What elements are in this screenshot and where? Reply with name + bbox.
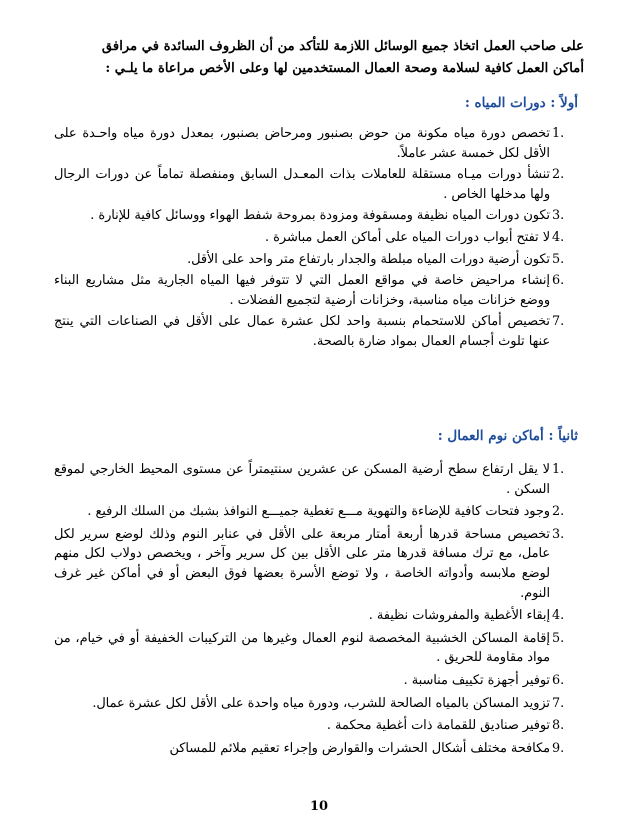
item-text: توفير صناديق للقمامة ذات أغطية محكمة . xyxy=(326,718,550,734)
list-item xyxy=(54,671,584,691)
item-number: 6. xyxy=(552,672,565,688)
list-item xyxy=(54,228,584,248)
list-item xyxy=(54,312,584,351)
item-number: 9. xyxy=(552,740,565,756)
list-item xyxy=(54,124,584,163)
item-number: 5. xyxy=(552,630,565,646)
list-item xyxy=(54,460,584,499)
item-number: 4. xyxy=(552,229,565,245)
intro-line: على صاحب العمل اتخاذ جميع الوسائل اللازمة للتأكد من أن الظروف السائدة في مرافق xyxy=(101,39,584,54)
section-heading-sleeping-quarters: ثانياً : أماكن نوم العمال : xyxy=(437,428,578,444)
item-text: وجود فتحات كافية للإضاءة والتهوية مـــع تغطية جميـــع النوافذ بشبك من السلك الرفيع . xyxy=(87,504,550,520)
item-text: إنشاء مراحيض خاصة في مواقع العمل التي لا تتوفر فيها المياه الجارية مثل مشاريع البناء ووضع خزانات مياه مناسبة، وخزانات أرضية لتجميع الفضلات . xyxy=(54,273,550,308)
section-heading-toilets: أولاً : دورات المياه : xyxy=(464,95,578,111)
item-number: 1. xyxy=(552,126,565,141)
item-text: تكون أرضية دورات المياه مبلطة والجدار بارتفاع متر واحد على الأقل. xyxy=(187,251,550,267)
list-item xyxy=(54,694,584,714)
item-text: تكون دورات المياه نظيفة ومسقوفة ومزودة بمروحة شفط الهواء ووسائل كافية للإنارة . xyxy=(90,208,550,224)
item-number: 3. xyxy=(552,526,565,542)
list-item xyxy=(54,716,584,736)
list-item xyxy=(54,206,584,226)
item-text: تزويد المساكن بالمياه الصالحة للشرب، ودورة مياه واحدة على الأقل لكل عشرة عمال. xyxy=(92,695,550,711)
list-item xyxy=(54,250,584,270)
item-text: لا تفتح أبواب دورات المياه على أماكن العمل مباشرة . xyxy=(265,229,550,245)
toilets-list xyxy=(54,124,584,354)
item-number: 7. xyxy=(552,695,565,711)
list-item xyxy=(54,271,584,310)
item-text: تخصص دورة مياه مكونة من حوض بصنبور ومرحاض بصنبور، بمعدل دورة مياه واحـدة على الأقل لكل خمسة عشر عاملاً. xyxy=(54,126,550,161)
item-number: 8. xyxy=(552,718,565,734)
item-text: لا يقل ارتفاع سطح أرضية المسكن عن عشرين سنتيمتراً عن مستوى المحيط الخارجي لموقع السكن . xyxy=(54,462,550,497)
page-number: 10 xyxy=(309,799,329,814)
item-number: 2. xyxy=(552,167,565,183)
item-text: مكافحة مختلف أشكال الحشرات والقوارض وإجراء تعقيم ملائم للمساكن xyxy=(169,740,550,756)
item-text: توفير أجهزة تكييف مناسبة . xyxy=(403,672,550,688)
intro-line: أماكن العمل كافية لسلامة وصحة العمال المستخدمين لها وعلى الأخص مراعاة ما يلـي : xyxy=(105,61,584,76)
item-text: تخصيص مساحة قدرها أربعة أمتار مربعة على الأقل في عنابر النوم وذلك لوضع سرير لكل عامل، مع ترك مسافة قدرها متر على الأقل بين كل سرير وآخر ، ويخصص دولاب لكل منهم لوضع ملابسه وأدواته الخاصة ، ولا توضع الأسرة بعضها فوق البعض أو في أماكن غير غرف النوم. xyxy=(54,526,550,601)
item-text: إقامة المساكن الخشبية المخصصة لنوم العمال وغيرها من التركيبات الخفيفة أو في خيام، من مواد مقاومة للحريق . xyxy=(54,630,550,666)
intro-paragraph xyxy=(54,36,584,80)
item-text: إبقاء الأغطية والمفروشات نظيفة . xyxy=(368,608,550,624)
item-text: تخصيص أماكن للاستحمام بنسبة واحد لكل عشرة عمال على الأقل في الصناعات التي ينتج عنها تلوث أجسام العمال بمواد ضارة بالصحة. xyxy=(54,314,550,349)
list-item xyxy=(54,525,584,603)
list-item xyxy=(54,739,584,759)
item-number: 2. xyxy=(552,504,565,520)
list-item xyxy=(54,165,584,204)
item-number: 1. xyxy=(552,462,565,477)
item-number: 5. xyxy=(552,251,565,267)
item-number: 4. xyxy=(552,608,565,624)
item-text: تنشأ دورات ميـاه مستقلة للعاملات بذات المعـدل السابق ومنفصلة تماماً عن دورات الرجال ولها مدخلها الخاص . xyxy=(54,167,550,202)
sleeping-quarters-list xyxy=(54,460,584,761)
list-item xyxy=(54,629,584,668)
item-number: 3. xyxy=(552,208,565,224)
item-number: 6. xyxy=(552,273,565,289)
item-number: 7. xyxy=(552,314,565,330)
list-item xyxy=(54,606,584,626)
list-item xyxy=(54,502,584,522)
